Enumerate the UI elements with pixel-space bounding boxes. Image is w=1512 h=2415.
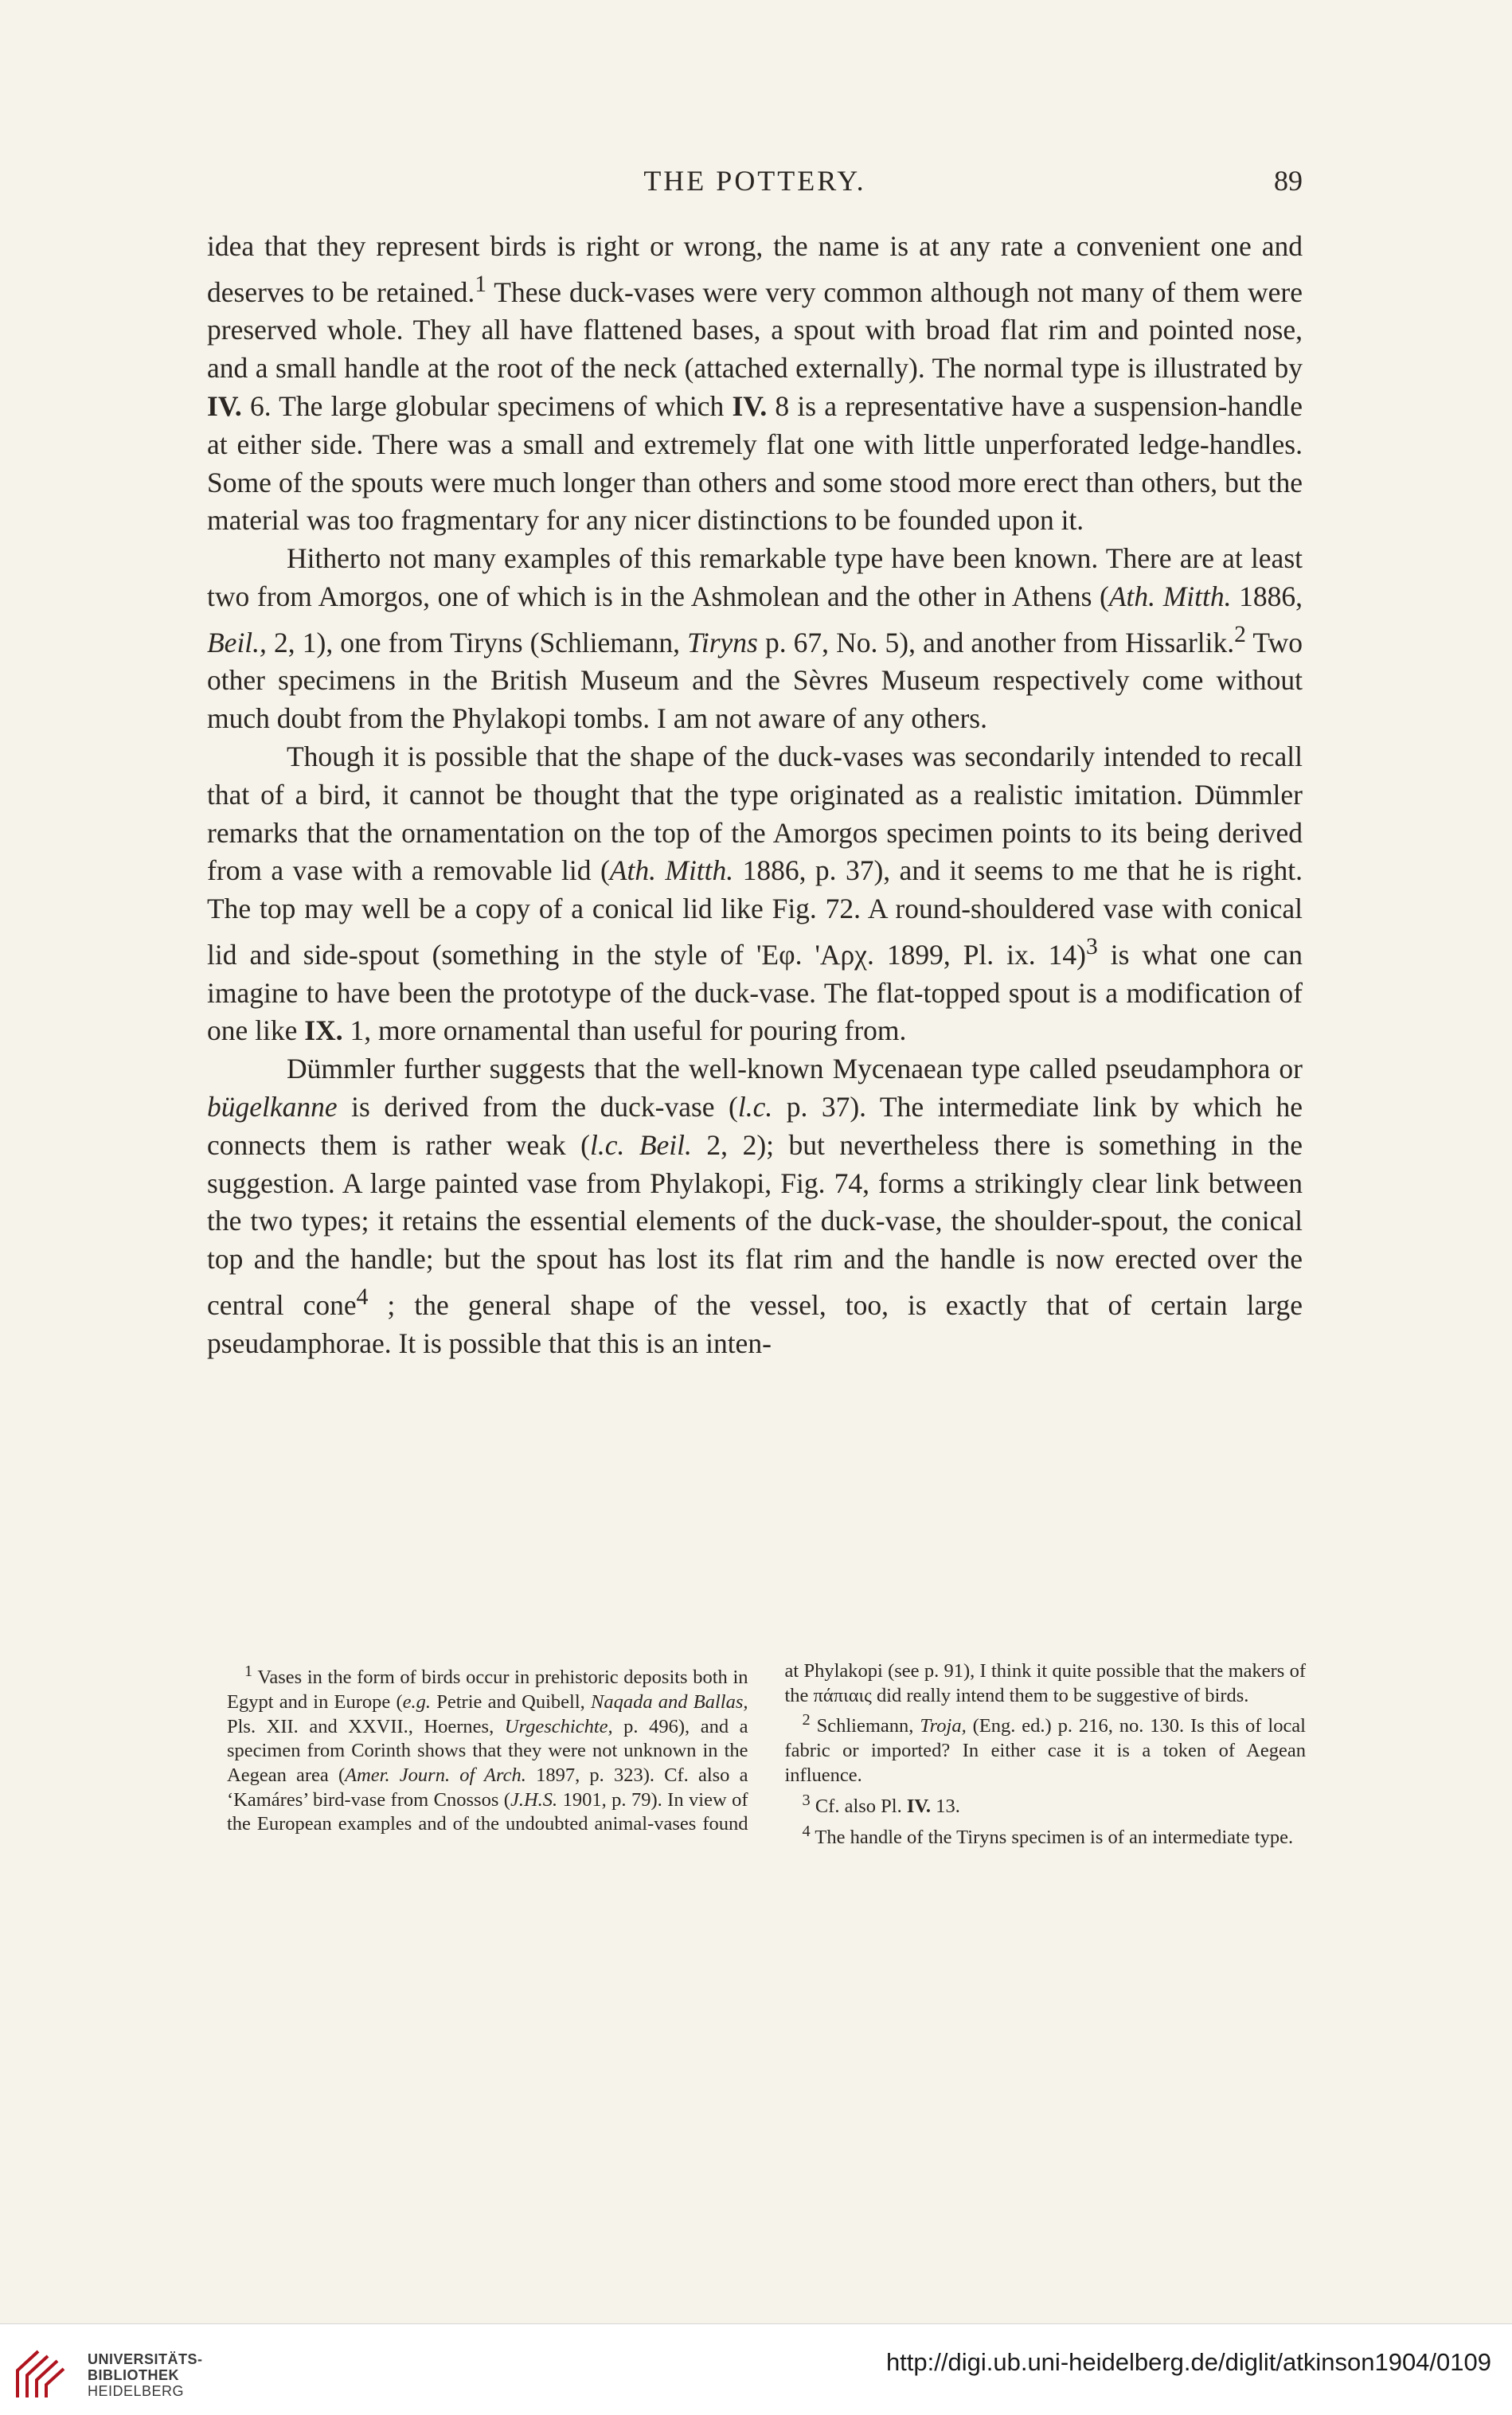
footnote: $^4$ The handle of the Tiryns specimen is of an intermediate type.: [802, 1822, 1294, 1848]
paragraph: Hitherto not many examples of this remarkable type have been known. There are at least two from Amorgos, one of which is in the Ashmolean and the other in Athens (Ath. Mitth. 1886, Beil., 2, 1), one from Tiryns (Schliemann, Tiryns p. 67, No. 5), and another from Hissarlik.$^2$ Two other specimens in the British Museum and the Sèvres Museum respectively come without much doubt from the Phylakopi tombs. I am not aware of any others.: [207, 542, 1303, 735]
footnote: $^3$ Cf. also Pl. IV. 13.: [802, 1791, 960, 1817]
footnotes: [227, 1659, 1306, 1850]
library-logo-icon: [11, 2347, 68, 2404]
library-name: UNIVERSITÄTS- BIBLIOTHEK HEIDELBERG: [88, 2351, 203, 2399]
paragraph: Though it is possible that the shape of the duck-vases was secondarily intended to recall that of a bird, it cannot be thought that the type originated as a realistic imitation. Dümmler remarks that the ornamentation on the top of the Amorgos specimen points to its being derived from a vase with a removable lid (Ath. Mitth. 1886, p. 37), and it seems to me that he is right. The top may well be a copy of a conical lid like Fig. 72. A round-shouldered vase with conical lid and side-spout (something in the style of 'Εφ. 'Αρχ. 1899, Pl. ix. 14)$^3$ is what one can imagine to have been the prototype of the duck-vase. The flat-topped spout is a modification of one like IX. 1, more ornamental than useful for pouring from.: [207, 741, 1303, 1047]
plate-ref: IV.: [207, 390, 242, 423]
plate-ref: IV.: [732, 390, 768, 423]
footnote: $^2$ Schliemann, Troja, (Eng. ed.) p. 216, no. 130. Is this of local fabric or imported? In either case it is a token of Aegean influence.: [784, 1711, 1306, 1786]
permalink-url[interactable]: http://digi.ub.uni-heidelberg.de/diglit/atkinson1904/0109: [885, 2348, 1491, 2376]
running-head: THE POTTERY.: [643, 165, 866, 197]
plate-ref: IX.: [304, 1014, 343, 1047]
footnote-ref: 4: [356, 1284, 369, 1310]
paragraph: Dümmler further suggests that the well-known Mycenaean type called pseudamphora or bügelkanne is derived from the duck-vase (l.c. p. 37). The intermediate link by which he connects them is rather weak (l.c. Beil. 2, 2); but nevertheless there is something in the suggestion. A large painted vase from Phylakopi, Fig. 74, forms a strikingly clear link between the two types; it retains the essential elements of the duck-vase, the shoulder-spout, the conical top and the handle; but the spout has lost its flat rim and the handle is now erected over the central cone$^4$ ; the general shape of the vessel, too, is exactly that of certain large pseudamphorae. It is possible that this is an inten-: [207, 1053, 1303, 1359]
footnote-ref: 3: [1085, 934, 1098, 959]
page-number: 89: [1274, 165, 1303, 197]
footnote: $^1$ Vases in the form of birds occur in prehistoric deposits both in Egypt and in Europe (e.g. Petrie and Quibell, Naqada and Ballas, Pls. XII. and XXVII., Hoernes, Urgeschichte, p. 496), and a specimen from Corinth shows that they were not unknown in the Aegean area (Amer. Journ. of Arch. 1897, p. 323). Cf. also a ‘Kamáres’ bird-vase from Cnossos (J.H.S. 1901, p. 79). In view of the European examples and of the undoubted animal-vases found at Phylakopi (see p. 91), I think it quite possible that the makers of the πάπιαις did really intend them to be suggestive of birds.: [227, 1660, 1306, 1835]
footnote-ref: 2: [1234, 621, 1246, 647]
paragraph: idea that they represent birds is right or wrong, the name is at any rate a convenient one and deserves to be retained.$^1$ These duck-vases were very common although not many of them were preserved whole. They all have flattened bases, a spout with broad flat rim and pointed nose, and a small handle at the root of the neck (attached externally). The normal type is illustrated by IV. 6. The large globular specimens of which IV. 8 is a representative have a suspension-handle at either side. There was a small and extremely flat one with little unperforated ledge-handles. Some of the spouts were much longer than others and some stood more erect than others, but the material was too fragmentary for any nicer distinctions to be founded upon it.: [207, 230, 1303, 537]
footnote-ref: 1: [475, 271, 487, 297]
main-text: [207, 228, 1303, 1362]
page-header: [207, 164, 1303, 204]
viewer-footer: [0, 2323, 1512, 2415]
